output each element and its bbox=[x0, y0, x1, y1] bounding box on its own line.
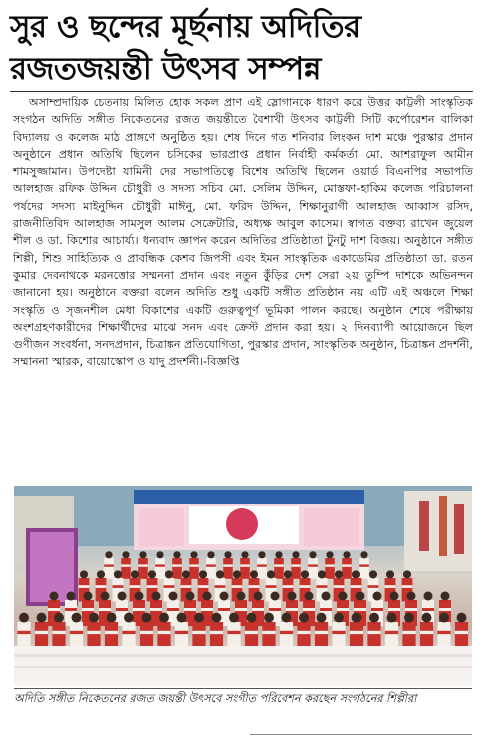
headline-line-1: সুর ও ছন্দের মূর্ছনায় অদিতির bbox=[10, 9, 361, 45]
photo-divider bbox=[14, 688, 472, 689]
photo-caption: অদিতি সঙ্গীত নিকেতনের রজত জয়ন্তী উৎসবে সংগীত পরিবেশন করছেন সংগঠনের শিল্পীরা bbox=[14, 692, 417, 705]
group-performers-image bbox=[14, 486, 472, 686]
headline-divider bbox=[10, 91, 473, 92]
headline-line-2: রজতজয়ন্তী উৎসব সম্পন্ন bbox=[10, 51, 321, 87]
headline bbox=[10, 6, 476, 90]
footer-rule bbox=[250, 734, 472, 735]
article-body: অসাম্প্রদায়িক চেতনায় মিলিত হোক সকল প্রাণ এই স্লোগানকে ধারণ করে উত্তর কাট্টলী সাংস্কৃতিক সংগঠন অদিতি সঙ্গীত নিকেতনের রজত জয়ন্তীতে বৈশাখী উৎসব কাট্টলী সিটি কর্পোরেশন বালিকা বিদ্যালয় ও কলেজ মাঠ প্রাঙ্গণে অনুষ্ঠিত হয়। শেষ দিনে গত শনিবার লিংকন দাশ মঞ্চে পুরস্কার প্রদান অনুষ্ঠানে প্রধান অতিথি ছিলেন চসিকের ভারপ্রাপ্ত প্রধান নির্বাহী কর্মকর্তা মো. আশরাফুল আমীন শামসুজ্জামান। উপদেষ্টা যামিনী দের সভাপতিত্বে বিশেষ অতিথি ছিলেন ওয়ার্ড বিএনপির সভাপতি আলহাজ রফিক উদ্দিন চৌধুরী ও সদস্য সচিব মো. সেলিম উদ্দিন, মোস্তফা-হাকিম কলেজ পরিচালনা পর্ষদের সদস্য মাইনুদ্দিন চৌধুরী মাঈনু, মো. ফরিদ উদ্দিন, শিক্ষানুরাগী আলহাজ আব্বাস রসিদ, রাজনীতিবিদ আলহাজ সামসুল আলম সেক্রেটারি, অধ্যক্ষ আবুল কাসেম। স্বাগত বক্তব্য রাখেন জুয়েল শীল ও ডা. কিশোর আচার্য্য। ধন্যবাদ জ্ঞাপন করেন অদিতির প্রতিষ্ঠাতা টুনটু দাশ বিজয়। অনুষ্ঠানে সঙ্গীত শিল্পী, শিশু সাহিত্যিক ও প্রাবন্ধিক কেশব জিপসী এবং ইমন সাংস্কৃতিক একাডেমির প্রতিষ্ঠাতা ডা. রতন কুমার দেবনাথকে মরনত্তোর সম্মননা প্রদান এবং নতুন কুঁড়ির দেশ সেরা ২য় তুম্পি দাশকে অভিনন্দন জানানো হয়। অনুষ্ঠানে বক্তরা বলেন অদিতি শুধু একটি সঙ্গীত প্রতিষ্ঠান নয় এটি এই অঞ্চলে শিক্ষা সংস্কৃতি ও সৃজনশীল মেধা বিকাশের একটি গুরুত্বপূর্ণ ভূমিকা পালন করছে। অনুষ্ঠান শেষে পরীক্ষায় অংশগ্রহণকারীদের শিক্ষার্থীদের মাঝে সনদ এবং ক্রেস্ট প্রদান করা হয়। ২ দিনব্যাপী আয়োজনে ছিল গুণীজন সংবর্ধনা, সনদপ্রদান, চিত্রাঙ্কন প্রতিযোগিতা, পুরস্কার প্রদান, সাংস্কৃতিক অনুষ্ঠান, চিত্রাঙ্কন প্রদর্শনী, সম্মাননা স্মারক, বায়োস্কোপ ও যাদু প্রদর্শনী।-বিজ্ঞপ্তি bbox=[13, 96, 473, 369]
event-photo bbox=[14, 486, 472, 686]
